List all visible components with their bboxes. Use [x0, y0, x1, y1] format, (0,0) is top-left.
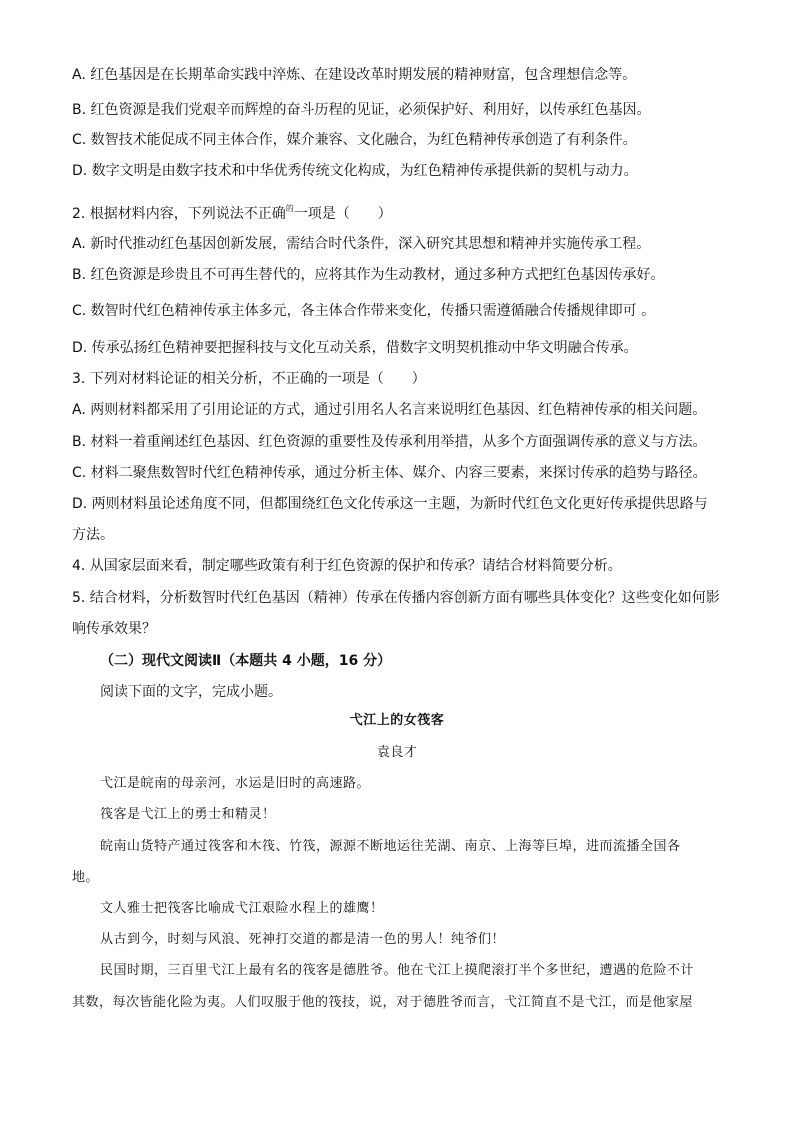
q2-option-d: D. 传承弘扬红色精神要把握科技与文化互动关系，借数字文明契机推动中华文明融合传承。: [72, 340, 638, 356]
q3-option-b: B. 材料一着重阐述红色基因、红色资源的重要性及传承利用举措，从多个方面强调传承的意义与方法。: [72, 434, 707, 450]
q2-stem-before: 2. 根据材料内容，下列说法不正确: [72, 206, 286, 222]
section-heading: （二）现代文阅读Ⅱ（本题共 4 小题，16 分）: [100, 653, 392, 669]
story-paragraph-cont: 其数，每次皆能化险为夷。人们叹服于他的筏技，说，对于德胜爷而言，弋江简直不是弋江，而是他家屋: [72, 995, 694, 1010]
q3-option-c: C. 材料二聚焦数智时代红色精神传承，通过分析主体、媒介、内容三要素，来探讨传承的趋势与路径。: [72, 465, 707, 481]
q5-text-line1: 5. 结合材料，分析数智时代红色基因（精神）传承在传播内容创新方面有哪些具体变化？这些变化如何影: [72, 590, 720, 606]
q2-stem-after: 一项是（ ）: [293, 206, 392, 222]
story-paragraph: 皖南山货特产通过筏客和木筏、竹筏，源源不断地运往芜湖、南京、上海等巨埠，进而流播全国各: [100, 839, 681, 854]
q2-stem: [72, 200, 734, 223]
reading-instruction: 阅读下面的文字，完成小题。: [100, 684, 282, 700]
q2-option-a: A. 新时代推动红色基因创新发展，需结合时代条件，深入研究其思想和精神并实施传承工程。: [72, 236, 651, 252]
story-paragraph: 筏客是弋江上的勇士和精灵！: [100, 807, 276, 822]
q5-text-line2: 响传承效果？: [72, 621, 156, 637]
q3-option-d-cont: 方法。: [72, 527, 114, 543]
q3-option-a: A. 两则材料都采用了引用论证的方式，通过引用名人名言来说明红色基因、红色精神传承的相关问题。: [72, 402, 707, 418]
q4-text: 4. 从国家层面来看，制定哪些政策有利于红色资源的保护和传承？请结合材料简要分析。: [72, 558, 622, 574]
q3-option-d: D. 两则材料虽论述角度不同，但都围绕红色文化传承这一主题，为新时代红色文化更好传承提供思路与: [72, 496, 708, 512]
story-paragraph-cont: 地。: [72, 870, 100, 885]
q2-option-b: B. 红色资源是珍贵且不可再生替代的，应将其作为生动教材，通过多种方式把红色基因传承好。: [72, 267, 665, 283]
story-paragraph: 民国时期，三百里弋江上最有名的筏客是德胜爷。他在弋江上摸爬滚打半个多世纪，遭遇的危险不计: [100, 963, 695, 978]
story-author: 袁良才: [376, 745, 418, 760]
q2-option-c: C. 数智时代红色精神传承主体多元，各主体合作带来变化，传播只需遵循融合传播规律即可 。: [72, 303, 656, 319]
story-paragraph: 文人雅士把筏客比喻成弋江艰险水程上的雄鹰！: [100, 901, 384, 916]
q1-option-a: A. 红色基因是在长期革命实践中淬炼、在建设改革时期发展的精神财富，包含理想信念等。: [72, 67, 637, 83]
q1-option-d: D. 数字文明是由数字技术和中华优秀传统文化构成，为红色精神传承提供新的契机与动力。: [72, 163, 638, 179]
q3-stem: 3. 下列对材料论证的相关分析，不正确的一项是（ ）: [72, 371, 426, 387]
q2-stem-sup: 的: [285, 204, 294, 213]
story-title: 弋江上的女筏客: [349, 713, 445, 728]
story-paragraph: 弋江是皖南的母亲河，水运是旧时的高速路。: [100, 776, 371, 791]
q1-option-c: C. 数智技术能促成不同主体合作，媒介兼容、文化融合，为红色精神传承创造了有利条件。: [72, 132, 637, 148]
story-paragraph: 从古到今，时刻与风浪、死神打交道的都是清一色的男人！纯爷们！: [100, 932, 506, 947]
q1-option-b: B. 红色资源是我们党艰辛而辉煌的奋斗历程的见证，必须保护好、利用好，以传承红色基因。: [72, 102, 651, 118]
